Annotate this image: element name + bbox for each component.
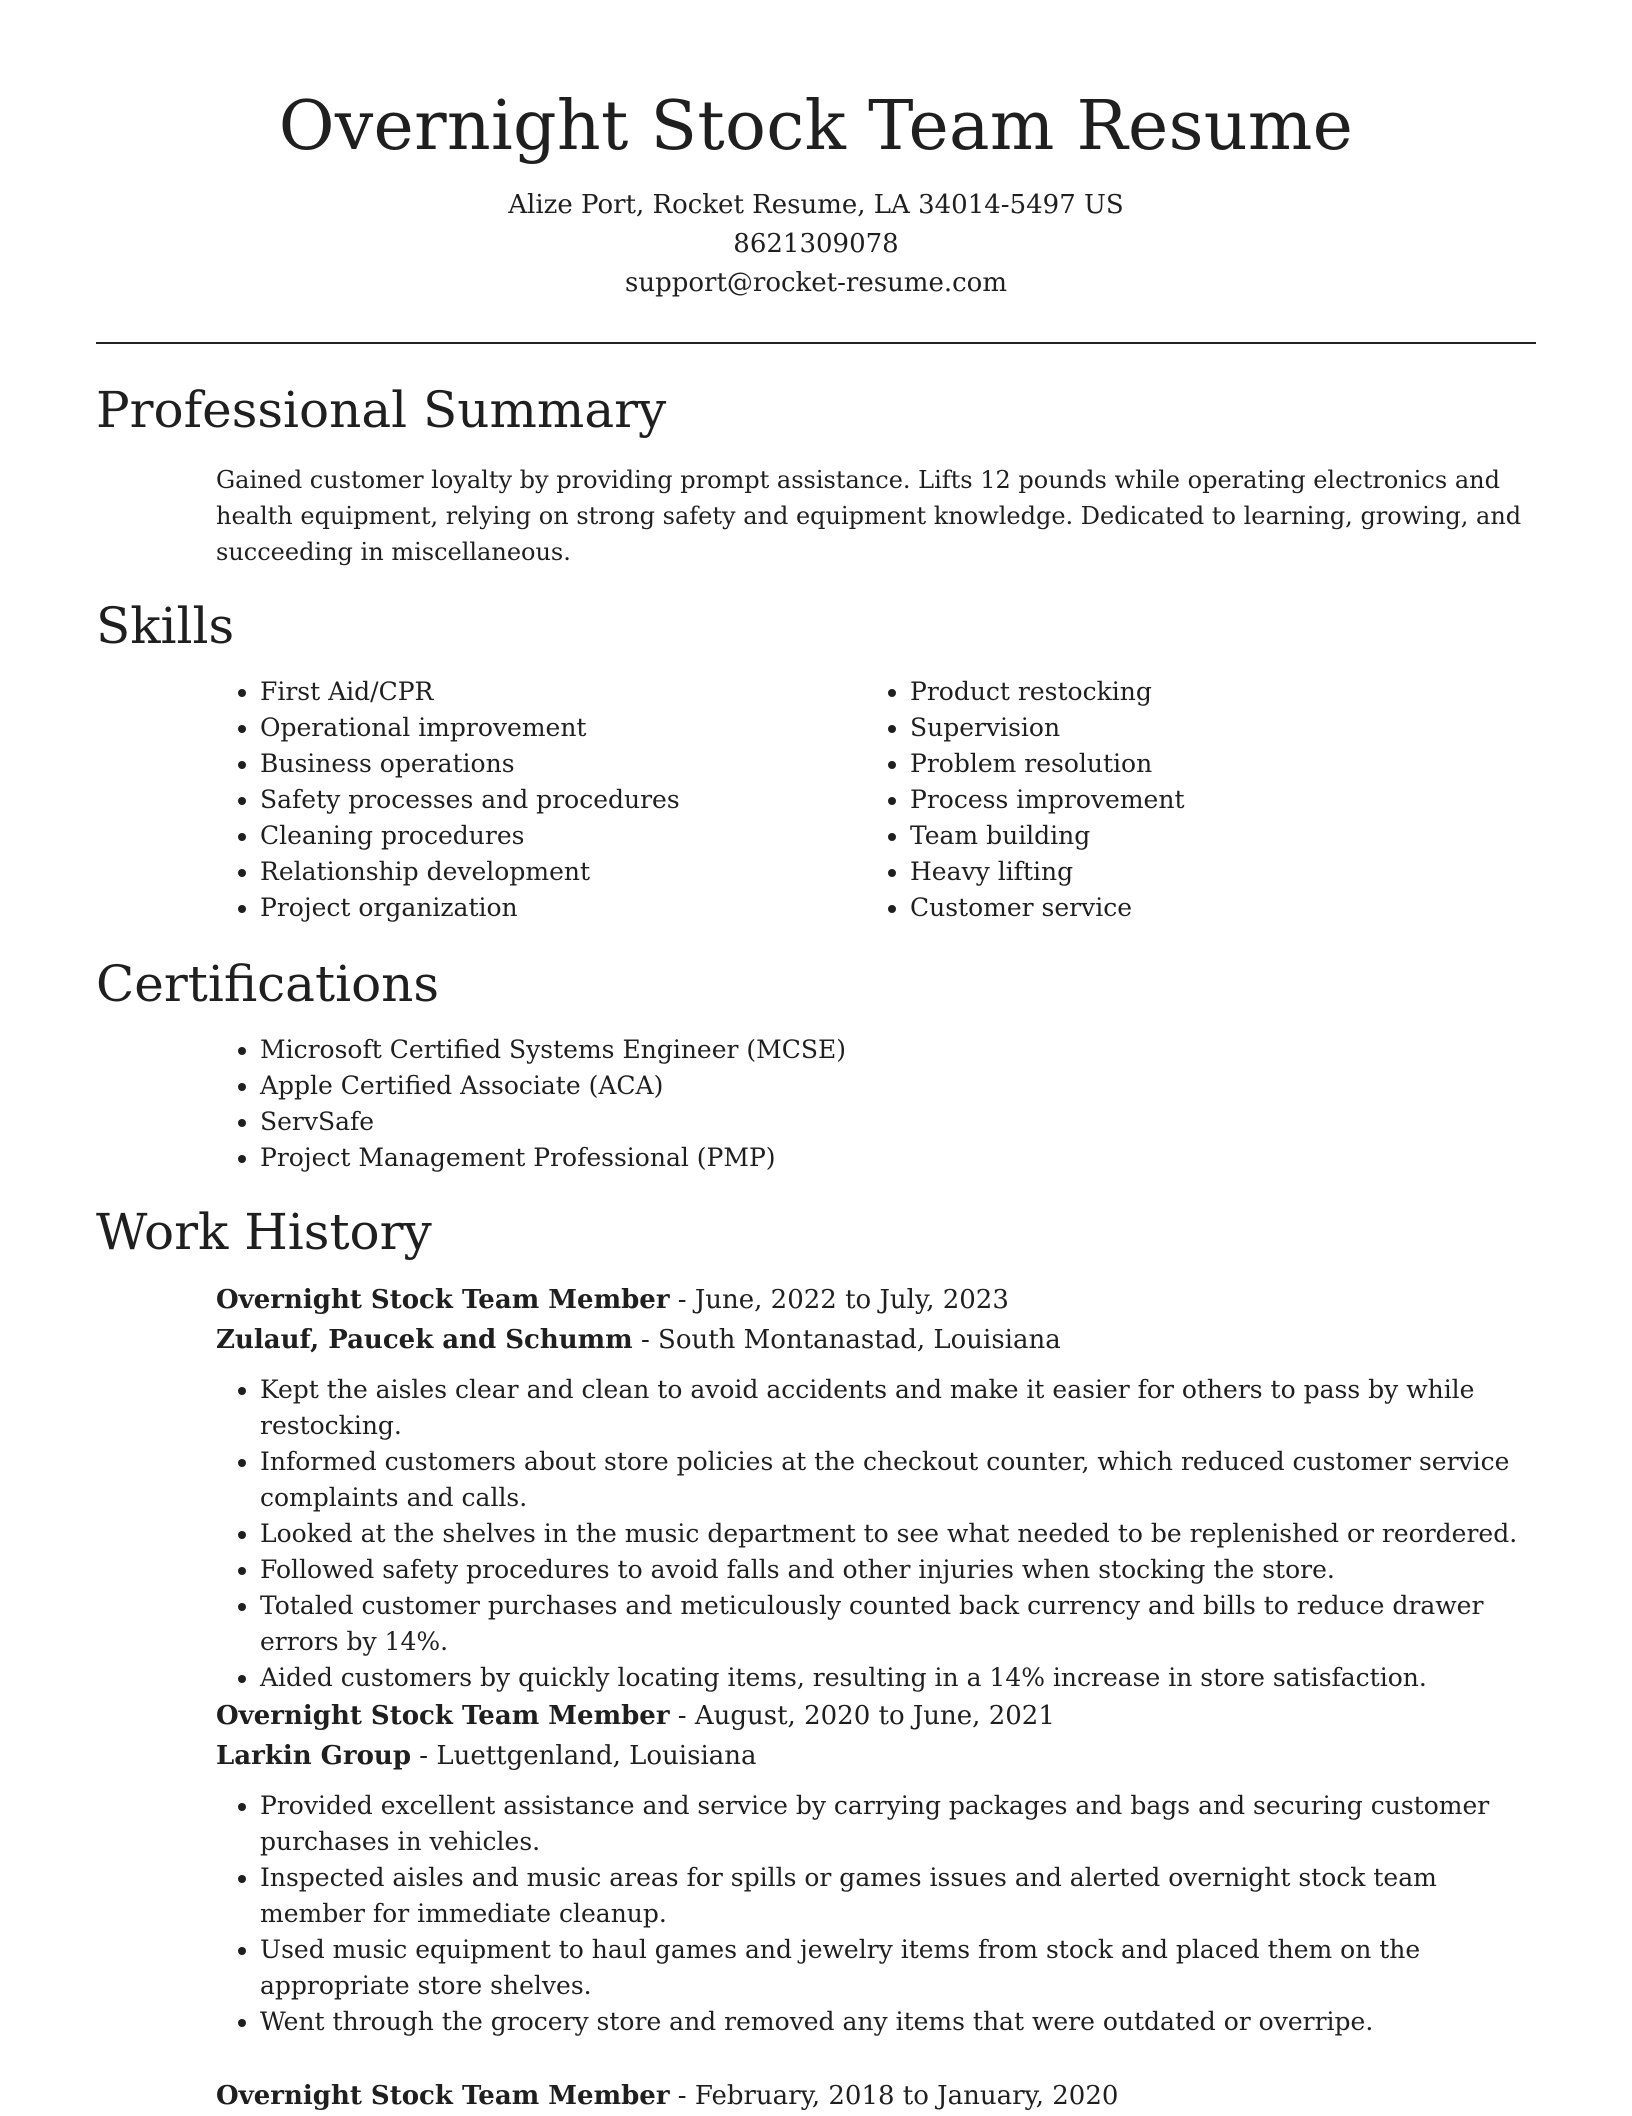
job-entry — [216, 1696, 1546, 2040]
header-divider — [96, 342, 1536, 344]
certification-item: • Project Management Professional (PMP) — [260, 1140, 1416, 1176]
certification-item: • Microsoft Certified Systems Engineer (MCSE) — [260, 1032, 1416, 1068]
skill-item: • Product restocking — [910, 674, 1466, 710]
skill-item: • Cleaning procedures — [260, 818, 816, 854]
job-employer: Larkin Group - Luettgenland, Louisiana — [216, 1741, 757, 1771]
summary-text: Gained customer loyalty by providing prompt assistance. Lifts 12 pounds while operating electronics and health equipment, relying on strong safety and equipment knowledge. Dedicated to learning, growing, and succeeding in miscellaneous. — [216, 466, 1522, 566]
skill-item: • Relationship development — [260, 854, 816, 890]
job-heading: Overnight Stock Team Member - August, 2020 to June, 2021 — [216, 1701, 1055, 1731]
job-bullet: • Aided customers by quickly locating items, resulting in a 14% increase in store satisfaction. — [260, 1660, 1546, 1696]
job-dates: August, 2020 to June, 2021 — [694, 1701, 1055, 1731]
skill-item: • Process improvement — [910, 782, 1466, 818]
skill-item: • Problem resolution — [910, 746, 1466, 782]
job-heading: Overnight Stock Team Member - February, 2018 to January, 2020 — [216, 2081, 1119, 2111]
resume-title: Overnight Stock Team Resume — [278, 87, 1354, 166]
job-role: Overnight Stock Team Member — [216, 1285, 670, 1315]
job-dates: June, 2022 to July, 2023 — [694, 1285, 1009, 1315]
job-location: Luettgenland, Louisiana — [436, 1741, 757, 1771]
skill-item: • Safety processes and procedures — [260, 782, 816, 818]
contact-phone: 8621309078 — [733, 229, 899, 259]
job-bullet: • Kept the aisles clear and clean to avoid accidents and make it easier for others to pass by while restocking. — [260, 1372, 1546, 1444]
certifications-list — [216, 1032, 1416, 1176]
skill-item: • Customer service — [910, 890, 1466, 926]
job-bullet: • Totaled customer purchases and meticulously counted back currency and bills to reduce drawer errors by 14%. — [260, 1588, 1546, 1660]
certifications-heading: Certifications — [96, 955, 440, 1013]
job-bullet: • Looked at the shelves in the music department to see what needed to be replenished or reordered. — [260, 1516, 1546, 1552]
skill-item: • Business operations — [260, 746, 816, 782]
job-dates: February, 2018 to January, 2020 — [694, 2081, 1119, 2111]
job-company: Larkin Group — [216, 1741, 411, 1771]
job-bullet: • Inspected aisles and music areas for spills or games issues and alerted overnight stock team member for immediate cleanup. — [260, 1860, 1546, 1932]
job-company: Zulauf, Paucek and Schumm — [216, 1325, 633, 1355]
job-entry — [216, 2076, 1546, 2116]
certification-item: • Apple Certified Associate (ACA) — [260, 1068, 1416, 1104]
skills-list-left — [216, 674, 816, 926]
job-bullet: • Used music equipment to haul games and jewelry items from stock and placed them on the appropriate store shelves. — [260, 1932, 1546, 2004]
job-bullet: • Followed safety procedures to avoid falls and other injuries when stocking the store. — [260, 1552, 1546, 1588]
job-role: Overnight Stock Team Member — [216, 1701, 670, 1731]
skill-item: • Heavy lifting — [910, 854, 1466, 890]
job-employer: Zulauf, Paucek and Schumm - South Montanastad, Louisiana — [216, 1325, 1061, 1355]
skill-item: • Project organization — [260, 890, 816, 926]
job-heading: Overnight Stock Team Member - June, 2022 to July, 2023 — [216, 1285, 1009, 1315]
summary-heading: Professional Summary — [96, 381, 667, 439]
job-entry — [216, 1280, 1546, 1696]
job-bullet: • Provided excellent assistance and service by carrying packages and bags and securing customer purchases in vehicles. — [260, 1788, 1546, 1860]
job-bullet: • Informed customers about store policies at the checkout counter, which reduced customer service complaints and calls. — [260, 1444, 1546, 1516]
certification-item: • ServSafe — [260, 1104, 1416, 1140]
skills-list-right — [866, 674, 1466, 926]
skills-heading: Skills — [96, 597, 235, 655]
contact-block — [0, 186, 1632, 303]
work-history-heading: Work History — [96, 1203, 432, 1261]
job-location: South Montanastad, Louisiana — [658, 1325, 1061, 1355]
skill-item: • Team building — [910, 818, 1466, 854]
resume-header — [0, 0, 1632, 303]
skill-item: • Operational improvement — [260, 710, 816, 746]
job-bullet: • Went through the grocery store and removed any items that were outdated or overripe. — [260, 2004, 1546, 2040]
skill-item: • First Aid/CPR — [260, 674, 816, 710]
contact-email: support@rocket-resume.com — [624, 268, 1007, 298]
contact-address: Alize Port, Rocket Resume, LA 34014-5497 US — [508, 190, 1124, 220]
skill-item: • Supervision — [910, 710, 1466, 746]
job-role: Overnight Stock Team Member — [216, 2081, 670, 2111]
